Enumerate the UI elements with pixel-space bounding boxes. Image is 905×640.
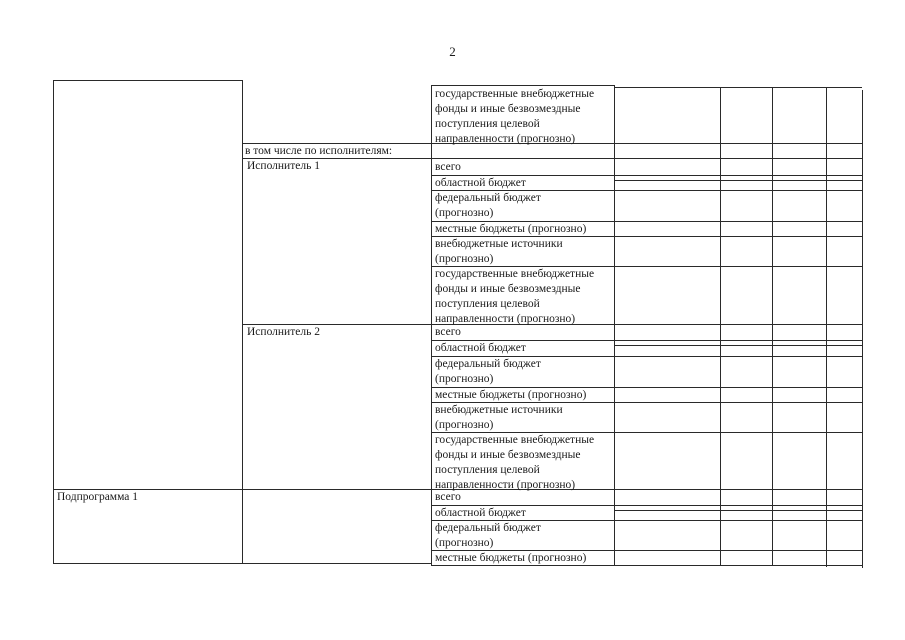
source-regional: областной бюджет: [435, 342, 526, 354]
row-divider: [614, 180, 862, 181]
page-number: 2: [449, 44, 456, 59]
row-divider: [614, 87, 862, 88]
source-gov-funds: государственные внебюджетные фонды и иные безвозмездные поступления целевой направленности (прогнозно): [435, 268, 595, 325]
subprogram-label: Подпрограмма 1: [57, 491, 139, 503]
source-local: местные бюджеты (прогнозно): [435, 389, 587, 401]
column-divider: [242, 80, 243, 563]
source-regional: областной бюджет: [435, 177, 526, 189]
source-total: всего: [435, 491, 461, 503]
executor-label: Исполнитель 1: [247, 160, 320, 172]
source-regional: областной бюджет: [435, 507, 526, 519]
column-divider: [614, 85, 615, 565]
executor-label: Исполнитель 2: [247, 326, 320, 338]
source-extrabudget: внебюджетные источники (прогнозно): [435, 404, 563, 431]
source-gov-funds: государственные внебюджетные фонды и иные безвозмездные поступления целевой направленности (прогнозно): [435, 434, 595, 491]
source-local: местные бюджеты (прогнозно): [435, 223, 587, 235]
table-border-top: [53, 80, 242, 81]
row-label-incl-executors: в том числе по исполнителям:: [245, 145, 393, 157]
row-divider: [431, 85, 614, 86]
source-total: всего: [435, 161, 461, 173]
row-divider: [614, 345, 862, 346]
column-divider: [826, 88, 827, 567]
table-border-bottom: [53, 563, 431, 564]
source-local: местные бюджеты (прогнозно): [435, 552, 587, 564]
column-divider: [431, 85, 432, 565]
source-gov-funds: государственные внебюджетные фонды и иные безвозмездные поступления целевой направленности (прогнозно): [435, 88, 595, 145]
table-border-right: [862, 90, 863, 568]
source-total: всего: [435, 326, 461, 338]
source-federal: федеральный бюджет (прогнозно): [435, 358, 541, 385]
table-border-left: [53, 80, 54, 563]
source-federal: федеральный бюджет (прогнозно): [435, 192, 541, 219]
source-extrabudget: внебюджетные источники (прогнозно): [435, 238, 563, 265]
source-federal: федеральный бюджет (прогнозно): [435, 522, 541, 549]
row-divider: [614, 510, 862, 511]
column-divider: [772, 88, 773, 566]
